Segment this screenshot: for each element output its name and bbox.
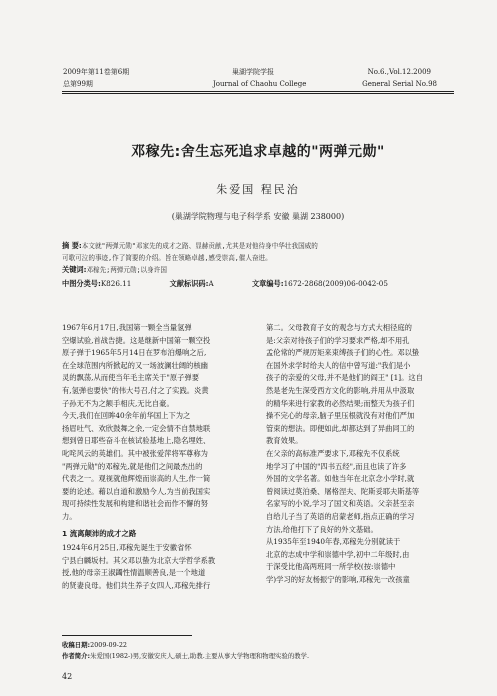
text-line: 今天,我们在回眸40余年前华国上下为之 — [62, 411, 191, 421]
text-line: 灵的飘荡,从而使当年毛主席关于"原子弹要 — [62, 373, 200, 383]
abstract-text-1: 本文就"两弹元勋"邓家先的成才之路、显赫贡献,尤其是对他待身中华壮我国威的 — [81, 242, 318, 250]
right-paragraph-2 — [266, 448, 452, 536]
text-line: 的精华来进行家教的必然结果;而整天为孩子们 — [266, 398, 415, 408]
article-no-label: 文章编号: — [251, 279, 284, 288]
text-line: 有,氢弹也要快"的伟大号召,付之了实践。炎黄 — [62, 385, 209, 395]
serial-info: General Serial No.98 — [362, 80, 437, 88]
text-line: 曾阅读过莫泊桑、屠格涅夫、陀斯妥耶夫斯基等 — [266, 486, 420, 496]
abstract-line-1 — [62, 240, 454, 252]
left-paragraph-1 — [62, 322, 248, 410]
article-title: 邓稼先:舍生忘死追求卓越的"两弹元勋" — [131, 144, 385, 160]
text-line: 是:父亲对待孩子们的学习要求严格,却不用孔 — [266, 335, 410, 345]
author-bio-label: 作者简介: — [62, 652, 91, 660]
text-line: 原子弹于1965年5月14日在罗布泊爆响之后, — [62, 348, 207, 358]
text-line: 孩子的亲爱的父母,并不是他们的阎王" [1]。这自 — [266, 373, 423, 383]
page-number: 42 — [62, 672, 73, 681]
received-line — [62, 640, 309, 651]
abstract-block — [62, 240, 454, 276]
text-line: 管束的想法。即便如此,却都达到了异曲同工的 — [266, 423, 415, 433]
text-line: 学)学习的好友杨振宁的影响,邓稼先一改孩童 — [266, 574, 410, 584]
journal-name-en: Journal of Chaohu College — [213, 80, 307, 88]
abstract-label: 摘 要: — [62, 241, 82, 250]
clc-value: K826.11 — [100, 279, 132, 288]
left-paragraph-3 — [62, 542, 248, 592]
text-line: 从1935年至1940年春,邓稼先分别就读于 — [266, 537, 401, 547]
doc-code-value: A — [208, 279, 214, 288]
total-issue: 总第99期 — [63, 80, 93, 88]
author-affiliation: (巢湖学院物理与电子科学系 安徽 巢湖 238000) — [171, 212, 345, 221]
text-line: 在全球范围内所掀起的又一场波澜壮阔的核幽 — [62, 360, 208, 370]
keywords-line — [62, 264, 454, 276]
journal-header — [0, 0, 497, 96]
article-authors: 朱爱国 程民治 — [216, 183, 300, 196]
left-paragraph-2 — [62, 410, 248, 523]
text-line: 方法,给他打下了良好的外文基础。 — [266, 524, 378, 534]
doc-code-label: 文献标识码: — [169, 279, 209, 288]
text-line: 于深受比他高两班同一所学校(按:崇德中 — [266, 562, 396, 572]
text-line: 代表之一。观视就他辉煌而崇高的人生,作一简 — [62, 474, 211, 484]
text-line: 力。 — [62, 511, 77, 521]
abstract-text-2: 可歌可泣的事迹,作了简要的介绍。旨在领略卓越,感受崇高,催人奋进。 — [62, 254, 272, 262]
footnote-rule — [62, 635, 192, 636]
text-line: 叱咤风云的英雄们。其中被张爱萍将军尊称为 — [62, 448, 208, 458]
text-line: 北京的志成中学和崇德中学,初中二年级时,由 — [266, 549, 410, 559]
abstract-line-2 — [62, 252, 454, 264]
text-line: 想到曾日耶些奋斗在核试验基地上,隐名埋姓、 — [62, 436, 211, 446]
text-line: 子孙无不为之额手相庆,无比自豪。 — [62, 398, 174, 408]
right-paragraph-1 — [266, 322, 452, 448]
text-line: 宁县白麟坂村。其父邓以蛰为北京大学哲学系教 — [62, 555, 216, 565]
header-rule-thin — [62, 93, 454, 94]
text-line: 教育效果。 — [266, 436, 303, 446]
left-column — [62, 322, 248, 592]
text-line: 1967年6月17日,我国第一颗全当量氢弹 — [62, 323, 192, 332]
right-column — [266, 322, 452, 586]
clc-label: 中图分类号: — [62, 279, 101, 288]
section-heading: 1 流离颠沛的成才之路 — [62, 528, 137, 538]
received-date: 2009-09-22 — [90, 641, 127, 649]
author-bio-line — [62, 651, 309, 662]
text-line: 要的论述。藉以自道和激励今人,为当前我国实 — [62, 486, 211, 496]
header-rule — [62, 91, 454, 92]
text-line: 地学习了中国的"四书五经",而且也读了许多 — [266, 461, 407, 471]
article-no-value: 1672-2868(2009)06-0042-05 — [283, 279, 388, 288]
keywords-text: 邓稼先;两弹元勋;以身许国 — [86, 266, 167, 274]
text-line: 现可持续性发展和构建和谐社会而作不懈的努 — [62, 499, 208, 509]
text-line: 外国的文学名著。如他当年在北京念小学时,就 — [266, 474, 415, 484]
text-line: 自给儿子当了英语的启蒙老师,指点正确的学习 — [266, 511, 415, 521]
journal-name-cn: 巢湖学院学报 — [232, 68, 274, 76]
text-line: 1924年6月25日,邓稼先诞生于安徽省怀 — [62, 543, 192, 553]
footnote — [62, 640, 309, 662]
text-line: 孟伦常的严规厉矩来束缚孩子们的心性。邓以蛰 — [266, 348, 420, 358]
text-line: 名家写的小说,学习了国文和英语。父亲甚至亲 — [266, 499, 415, 509]
received-label: 收稿日期: — [62, 641, 91, 649]
right-paragraph-3 — [266, 536, 452, 586]
classification-line — [62, 279, 424, 289]
text-line: 在父亲的高标准严要求下,邓稼先不仅系统 — [266, 448, 400, 458]
text-line: 操不完心的母亲,脑子里压根就没有对他们严加 — [266, 411, 415, 421]
keywords-label: 关键词: — [62, 265, 87, 274]
text-line: 然是老先生深受西方文化的影响,并用从中汲取 — [266, 385, 415, 395]
issue-info: 2009年第11卷第6期 — [63, 68, 130, 76]
author-bio: 朱爱国(1982-)男,安徽安庆人,硕士,助教.主要从事大学物理和物理实验的教学. — [90, 652, 310, 660]
text-line: 在国外求学时给夫人的信中曾写道:"我们是小 — [266, 360, 411, 370]
text-line: 的贤妻良母。他们共生养子女四人,邓稼先排行 — [62, 580, 211, 590]
text-line: "两弹元勋"的邓稼先,就是他们之间最杰出的 — [62, 461, 203, 471]
text-line: 授,他的母亲王淑蠲性情温顺善良,是一个地道 — [62, 568, 206, 578]
volume-info: No.6.,Vol.12.2009 — [367, 68, 431, 76]
text-line: 第二。父母教育子女的观念与方式大相径庭的 — [266, 323, 412, 332]
text-line: 空爆试验,首战告捷。这是继新中国第一颗空投 — [62, 335, 211, 345]
text-line: 扬眉吐气、欢欣鼓舞之余,一定会情不自禁地联 — [62, 423, 211, 433]
